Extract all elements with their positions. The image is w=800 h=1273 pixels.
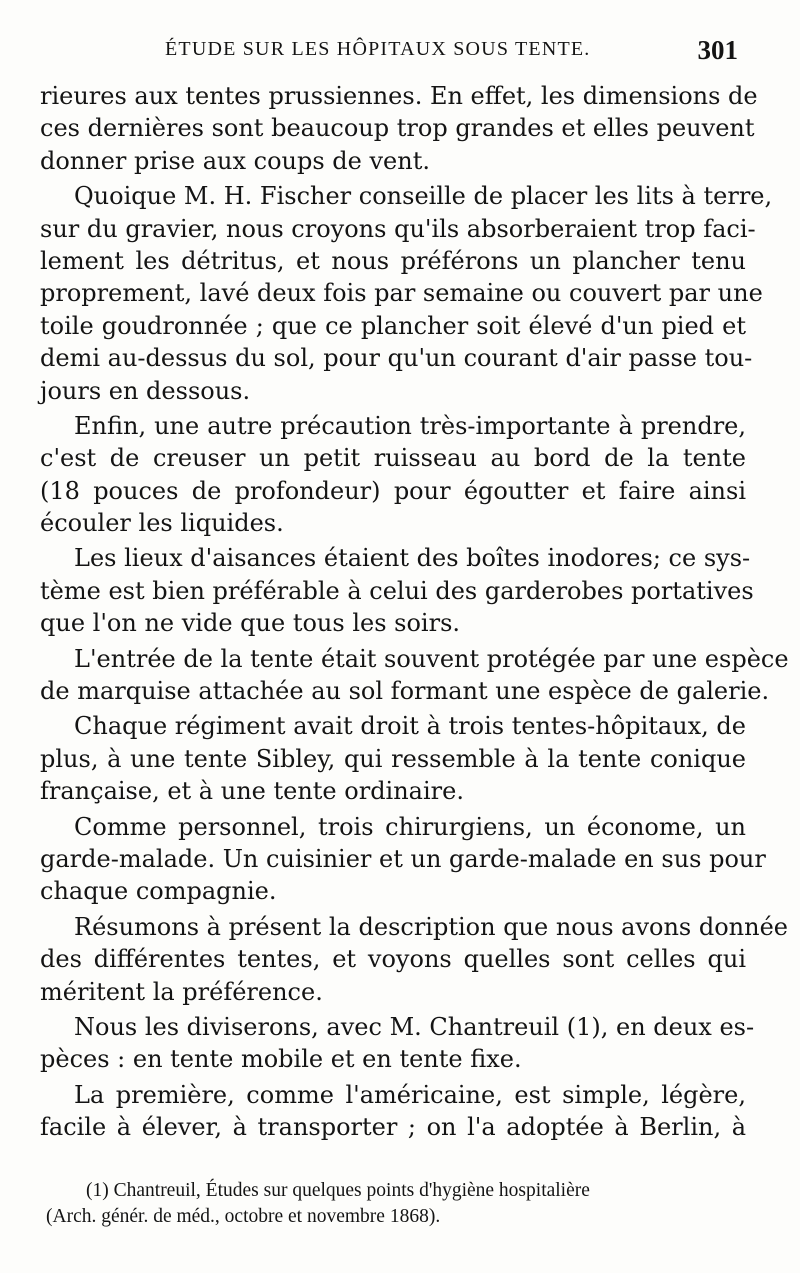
text-line: Chaque régiment avait droit à trois tentes-hôpitaux, de	[74, 712, 746, 741]
text-line: toile goudronnée ; que ce plancher soit élevé d'un pied et	[40, 311, 746, 340]
text-line: pèces : en tente mobile et en tente fixe.	[40, 1045, 522, 1074]
text-line: garde-malade. Un cuisinier et un garde-malade en sus pour	[40, 844, 766, 873]
text-line: rieures aux tentes prussiennes. En effet, les dimensions de	[40, 82, 758, 110]
text-line: méritent la préférence.	[40, 977, 323, 1006]
text-line: jours en dessous.	[40, 376, 251, 405]
running-head	[40, 35, 740, 68]
body-text	[40, 80, 789, 1144]
text-line: Nous les diviserons, avec M. Chantreuil (1), en deux es-	[74, 1012, 755, 1041]
text-line: facile à élever, à transporter ; on l'a adoptée à Berlin, à	[40, 1113, 746, 1142]
text-line: ces dernières sont beaucoup trop grandes et elles peuvent	[40, 114, 755, 143]
text-line: de marquise attachée au sol formant une espèce de galerie.	[40, 677, 770, 706]
page-number: 301	[697, 35, 738, 65]
text-line: plus, à une tente Sibley, qui ressemble à la tente conique	[40, 744, 746, 773]
text-line: des différentes tentes, et voyons quelles sont celles qui	[40, 945, 746, 974]
running-title: ÉTUDE SUR LES HÔPITAUX SOUS TENTE.	[165, 38, 591, 60]
text-line: sur du gravier, nous croyons qu'ils absorberaient trop faci-	[40, 214, 756, 243]
text-line: (18 pouces de profondeur) pour égoutter et faire ainsi	[40, 476, 746, 505]
text-line: que l'on ne vide que tous les soirs.	[40, 609, 461, 638]
text-line: c'est de creuser un petit ruisseau au bord de la tente	[40, 444, 746, 473]
text-line: Résumons à présent la description que nous avons donnée	[74, 912, 788, 941]
text-line: lement les détritus, et nous préférons un plancher tenu	[40, 246, 746, 275]
text-line: donner prise aux coups de vent.	[40, 146, 430, 175]
text-line: proprement, lavé deux fois par semaine ou couvert par une	[40, 279, 763, 308]
text-line: demi au-dessus du sol, pour qu'un courant d'air passe tou-	[40, 344, 753, 373]
text-line: écouler les liquides.	[40, 509, 284, 538]
footnote-line: (Arch. génér. de méd., octobre et novembre 1868).	[46, 1206, 441, 1227]
text-line: Les lieux d'aisances étaient des boîtes inodores; ce sys-	[74, 544, 751, 573]
footnote-line: (1) Chantreuil, Études sur quelques points d'hygiène hospitalière	[86, 1180, 590, 1201]
text-line: Enfin, une autre précaution très-importante à prendre,	[74, 411, 746, 440]
text-line: tème est bien préférable à celui des garderobes portatives	[40, 576, 754, 605]
text-line: La première, comme l'américaine, est simple, légère,	[74, 1080, 746, 1109]
text-line: Comme personnel, trois chirurgiens, un économe, un	[74, 812, 746, 841]
text-line: L'entrée de la tente était souvent protégée par une espèce	[74, 644, 789, 673]
text-line: chaque compagnie.	[40, 877, 277, 906]
footnote	[46, 1178, 766, 1230]
text-line: française, et à une tente ordinaire.	[40, 777, 464, 806]
text-line: Quoique M. H. Fischer conseille de placer les lits à terre,	[74, 182, 773, 211]
